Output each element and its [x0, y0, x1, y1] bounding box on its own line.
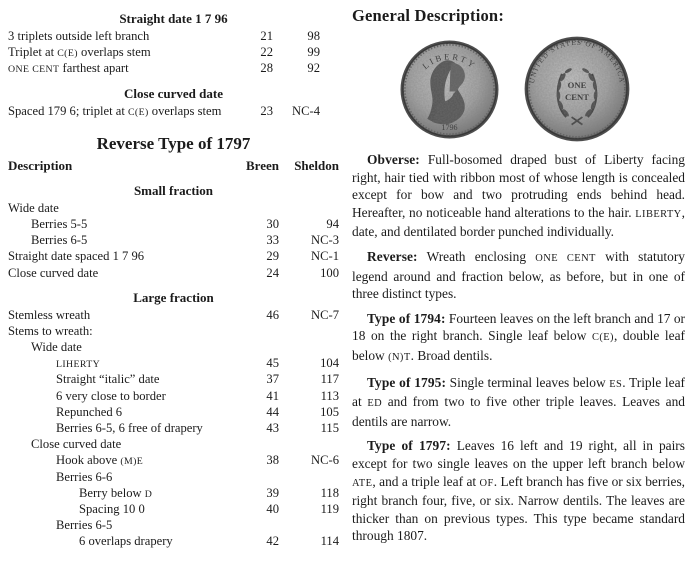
table-row — [8, 533, 339, 549]
row-description: Berries 6-5, 6 free of drapery — [56, 421, 203, 435]
small-caps-text: ES — [609, 378, 623, 390]
row-sheldon-number: 119 — [320, 501, 339, 516]
table-row — [8, 436, 339, 452]
description-paragraph: Type of 1795: Single terminal leaves below ES. Triple leaf at ED and from two to five other triple leaves. Leaves and dentils are narrow. — [352, 374, 686, 429]
row-description: Berries 6-5 — [56, 518, 113, 533]
row-description: Straight “italic” date — [56, 372, 160, 387]
paragraph-lead: Type of 1797: — [367, 438, 451, 454]
small-caps-text: ONE CENT — [535, 252, 596, 264]
column-header-description: Description — [8, 157, 73, 173]
row-sheldon-number: NC-4 — [292, 103, 320, 118]
table-row — [8, 452, 339, 468]
row-description: Berries 6-5 — [31, 233, 88, 248]
column-header-breen: Breen — [246, 157, 279, 173]
small-caps-text: (N)T — [388, 351, 411, 363]
paragraph-lead: Type of 1794: — [367, 310, 446, 326]
row-description: Stems to wreath: — [8, 323, 93, 338]
row-breen-number: 43 — [266, 421, 279, 435]
table-row — [8, 323, 339, 339]
row-breen-number: 44 — [266, 404, 279, 419]
table-row — [8, 232, 339, 248]
row-breen-number: 40 — [266, 501, 279, 516]
row-sheldon-number: 117 — [320, 372, 339, 387]
description-paragraph: Type of 1794: Fourteen leaves on the left branch and 17 or 18 on the right branch. Single leaf below C(E), double leaf below (N)T. Broad dentils. — [352, 310, 686, 363]
row-sheldon-number: 94 — [326, 216, 339, 231]
table-row — [8, 307, 339, 323]
paragraph-lead: Type of 1795: — [367, 374, 447, 390]
section-header: Close curved date — [124, 85, 223, 101]
row-sheldon-number: 92 — [307, 61, 320, 76]
small-caps-text: LIHERTY — [56, 359, 101, 371]
row-breen-number: 21 — [260, 29, 273, 43]
small-caps-text: D — [144, 488, 153, 500]
table-row — [8, 469, 339, 485]
variety-tables-column — [8, 2, 339, 550]
table-row — [8, 200, 339, 216]
row-sheldon-number: 113 — [320, 388, 339, 403]
row-description: Berries 6-6 — [56, 469, 113, 484]
small-caps-text: LIBERTY — [635, 208, 682, 220]
column-header-sheldon: Sheldon — [294, 157, 339, 173]
table-row — [8, 420, 339, 436]
table-row — [8, 60, 339, 76]
row-description: Hook above (M)E — [56, 453, 144, 468]
row-description: 3 triplets outside left branch — [8, 29, 150, 43]
row-breen-number: 30 — [266, 216, 279, 231]
row-description: 6 overlaps drapery — [79, 534, 173, 549]
reverse-type-heading: Reverse Type of 1797 — [96, 133, 251, 153]
row-breen-number: 29 — [266, 249, 279, 264]
row-breen-number: 33 — [266, 233, 279, 248]
row-sheldon-number: 118 — [320, 485, 339, 500]
section-header: Small fraction — [133, 182, 214, 198]
table-column-headers — [8, 158, 339, 174]
row-breen-number: 22 — [260, 45, 273, 60]
small-caps-text: C(E) — [57, 48, 78, 60]
row-breen-number: 23 — [260, 103, 273, 118]
row-breen-number: 24 — [266, 265, 279, 280]
table-row — [8, 517, 339, 533]
row-description: Spaced 179 6; triplet at C(E) overlaps stem — [8, 103, 222, 118]
reverse-coin-image — [523, 35, 631, 143]
row-breen-number: 41 — [266, 388, 279, 403]
small-caps-text: OF — [479, 477, 494, 489]
row-sheldon-number: 114 — [320, 534, 339, 549]
section-header: Straight date 1 7 96 — [119, 11, 228, 26]
row-description: ONE CENT farthest apart — [8, 61, 129, 76]
description-paragraph: Reverse: Wreath enclosing ONE CENT with statutory legend around and fraction below, as before, but in one of three distinct types. — [352, 248, 685, 302]
row-breen-number: 37 — [266, 372, 279, 387]
description-paragraphs — [352, 151, 685, 545]
table-row — [8, 404, 339, 420]
scan-texture — [403, 43, 496, 136]
row-description: Triplet at C(E) overlaps stem — [8, 45, 151, 60]
obverse-coin-image — [399, 39, 500, 140]
paragraph-lead: Reverse: — [367, 248, 418, 264]
variety-table-1796 — [8, 11, 339, 119]
row-breen-number: 38 — [266, 453, 279, 468]
table-row — [8, 216, 339, 232]
row-description: Close curved date — [31, 437, 122, 452]
row-breen-number: 28 — [260, 61, 273, 76]
small-caps-text: (M)E — [120, 456, 144, 468]
table-row — [8, 485, 339, 501]
row-sheldon-number: 115 — [320, 421, 339, 435]
table-row — [8, 248, 339, 264]
small-caps-text: ONE CENT — [8, 64, 60, 76]
description-paragraph: Type of 1797: Leaves 16 left and 19 right, all in pairs except for two single leaves on the upper left branch below ATE, and a triple leaf at OF. Left branch has five or six berries, right branch four, five, or six. Narrow dentils. The leaves are thicker than on previous types. This type became standard through 1807. — [352, 438, 686, 544]
row-sheldon-number: NC-3 — [311, 233, 339, 248]
table-row — [8, 103, 339, 119]
table-row — [8, 339, 339, 355]
general-description-title: General Description: — [352, 6, 505, 25]
row-description: Wide date — [31, 340, 82, 355]
scan-texture — [527, 39, 626, 138]
row-description: Spacing 10 0 — [79, 501, 145, 516]
row-description: Straight date spaced 1 7 96 — [8, 249, 145, 264]
row-description: Berry below D — [79, 485, 153, 500]
row-description: 6 very close to border — [56, 388, 166, 403]
row-breen-number: 42 — [266, 534, 279, 549]
row-sheldon-number: 98 — [307, 29, 320, 43]
row-description: Wide date — [8, 200, 59, 215]
row-sheldon-number: 105 — [320, 404, 339, 419]
row-breen-number: 46 — [266, 307, 279, 322]
small-caps-text: ED — [367, 398, 383, 410]
row-breen-number: 39 — [266, 485, 279, 500]
row-sheldon-number: NC-7 — [311, 307, 339, 322]
row-breen-number: 45 — [266, 356, 279, 371]
general-description-column — [352, 6, 685, 552]
small-caps-text: C(E) — [127, 106, 149, 118]
small-caps-text: C(E) — [591, 332, 614, 344]
table-row — [8, 388, 339, 404]
row-description: Close curved date — [8, 265, 99, 280]
table-row — [8, 371, 339, 387]
small-caps-text: ATE — [352, 477, 373, 489]
row-sheldon-number: 99 — [307, 45, 320, 60]
variety-table-1797 — [8, 183, 339, 550]
row-description: Stemless wreath — [8, 307, 91, 322]
row-sheldon-number: 100 — [320, 265, 339, 280]
section-header: Large fraction — [133, 289, 214, 305]
row-sheldon-number: NC-6 — [311, 453, 339, 468]
coin-photos — [399, 35, 685, 143]
row-description: Repunched 6 — [56, 404, 123, 419]
table-row — [8, 501, 339, 517]
row-sheldon-number: 104 — [320, 356, 339, 371]
row-description: Berries 5-5 — [31, 216, 88, 231]
description-paragraph: Obverse: Full-bosomed draped bust of Liberty facing right, hair tied with ribbon most of whose length is concealed except for bow and two protruding ends behind head. Hereafter, no noticeable hand alterations to the hair. LIBERTY, date, and dentilated border punched individually. — [352, 152, 685, 240]
row-sheldon-number: NC-1 — [311, 249, 339, 264]
table-row — [8, 44, 339, 60]
paragraph-lead: Obverse: — [367, 152, 420, 167]
table-row — [8, 28, 339, 44]
table-row — [8, 265, 339, 281]
table-row — [8, 355, 339, 371]
